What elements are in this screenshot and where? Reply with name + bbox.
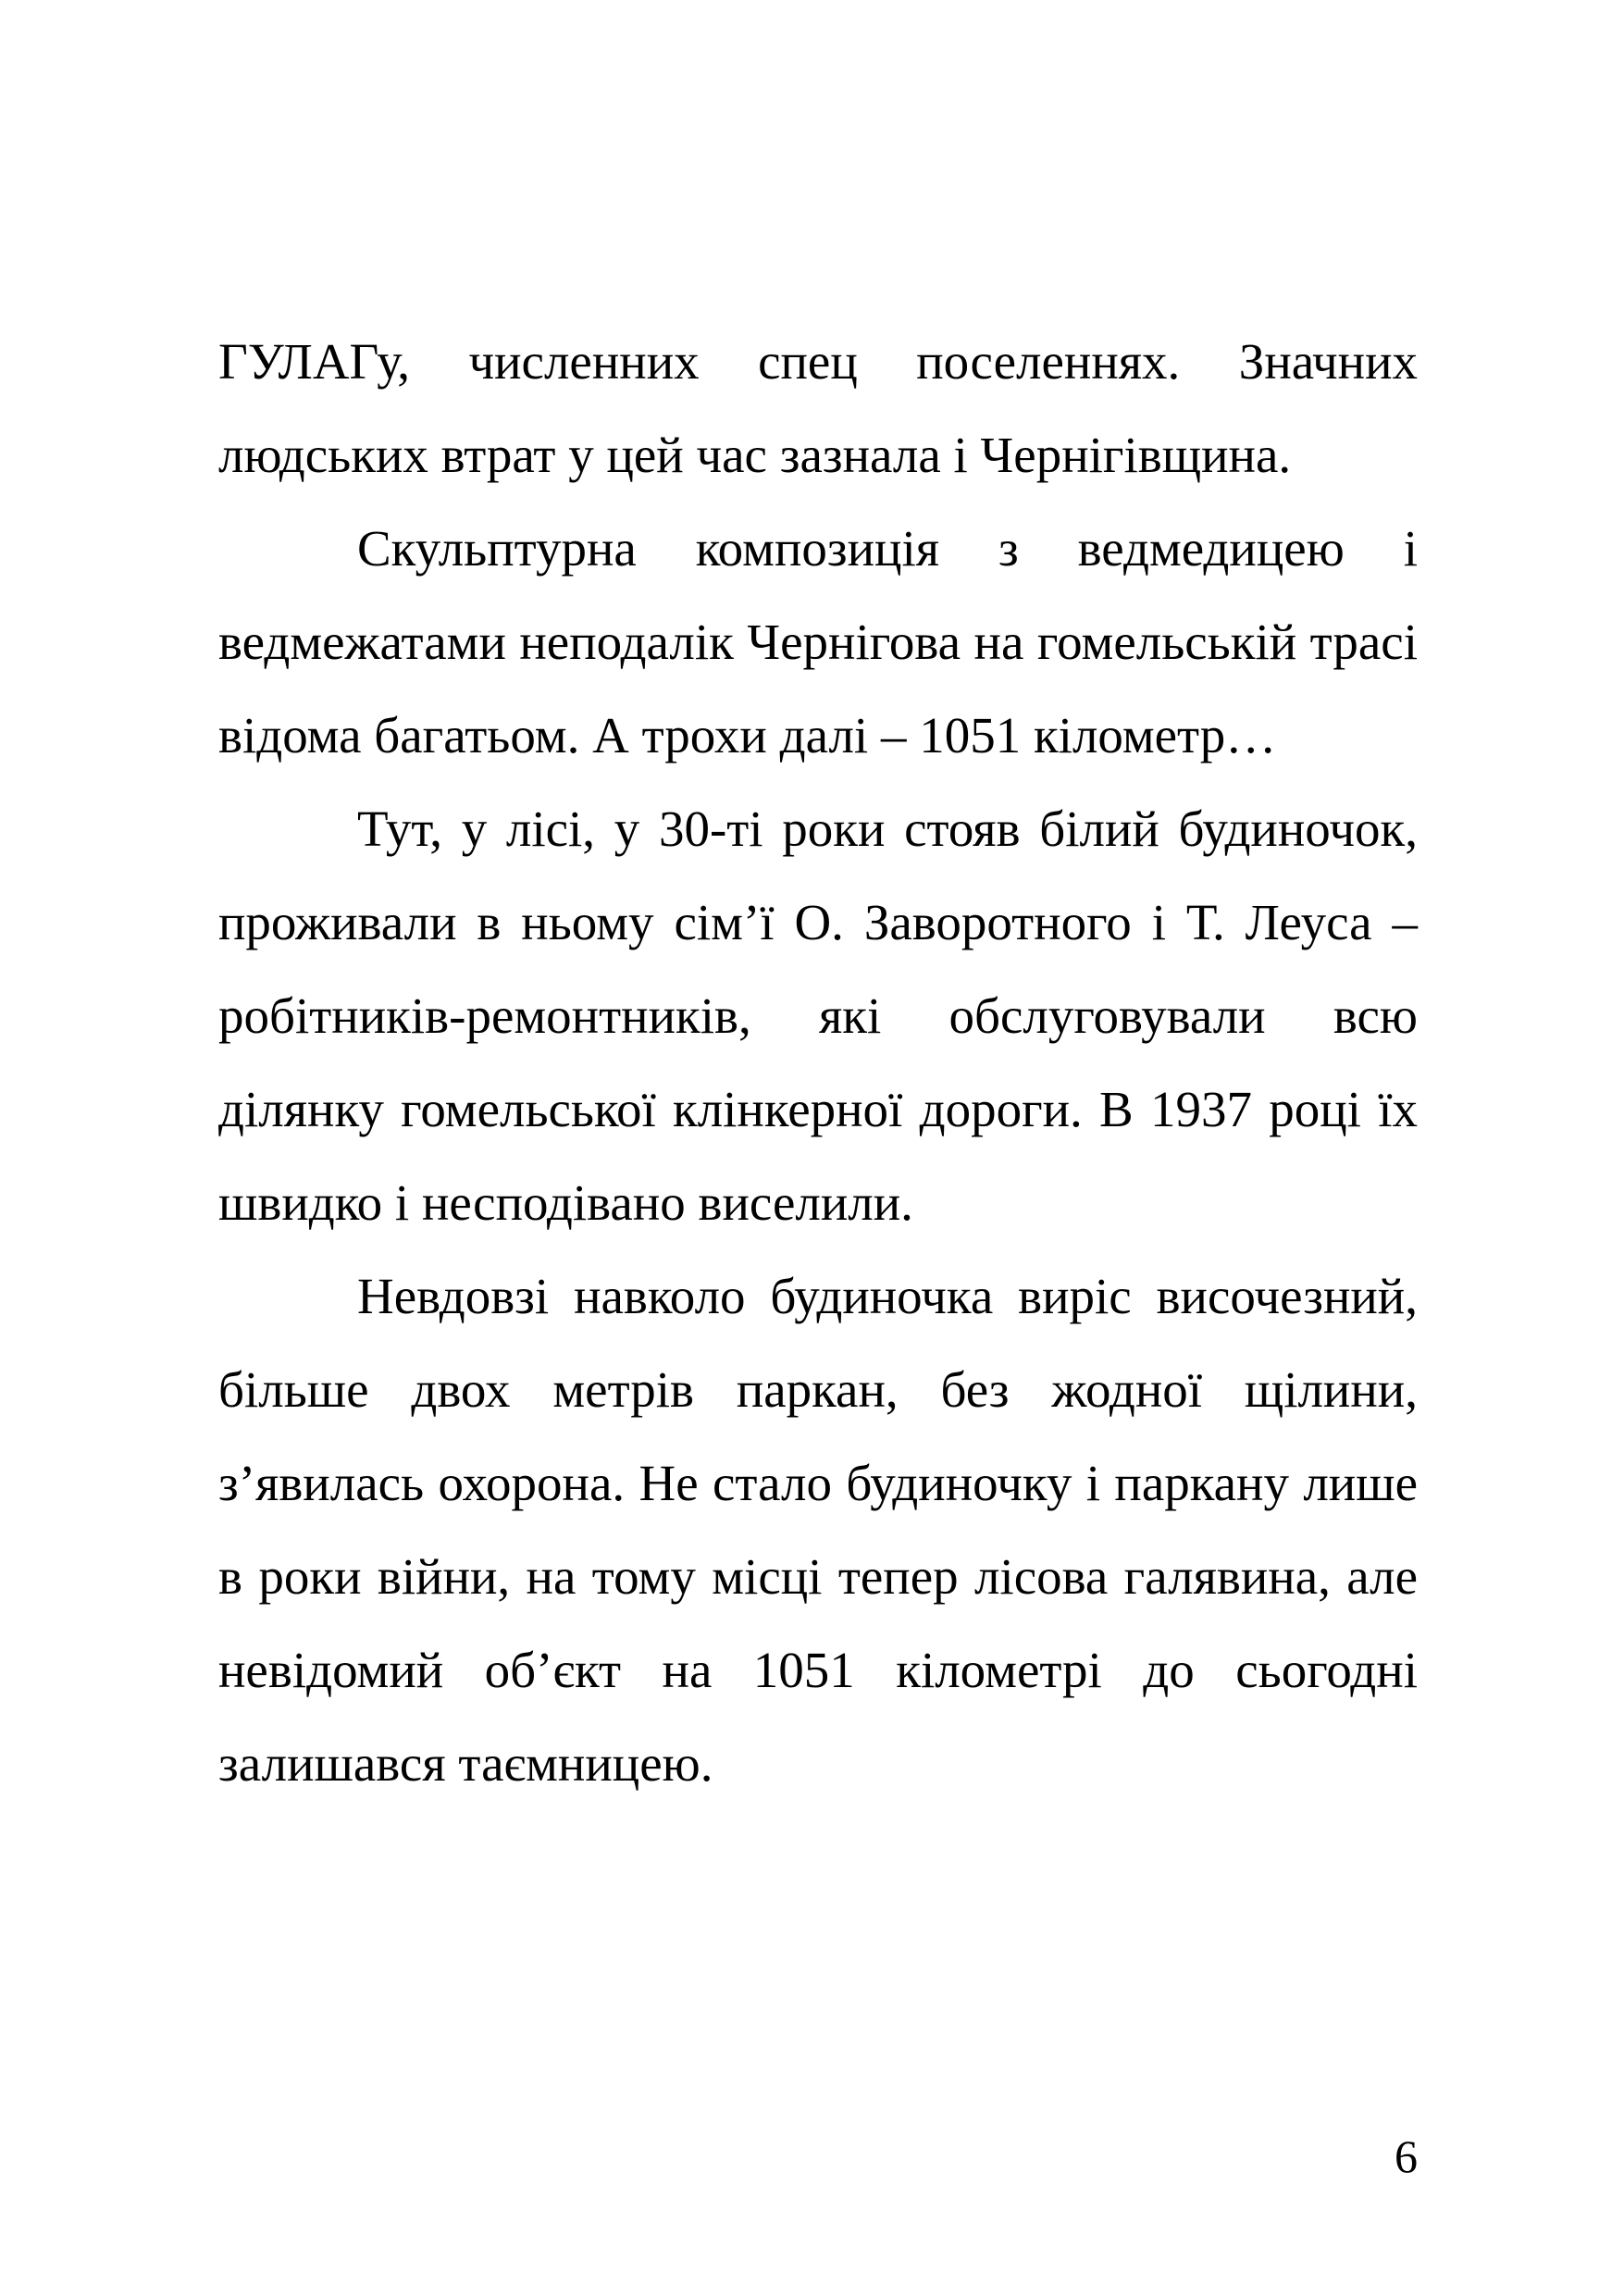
page-number: 6	[1395, 2130, 1418, 2182]
paragraph-4: Невдовзі навколо будиночка виріс височезний, більше двох метрів паркан, без жодної щілини, з’явилась охорона. Не стало будиночку і паркану лише в роки війни, на тому місці тепер лісова галявина, але невідомий об’єкт на 1051 кілометрі до сьогодні залишався таємницею.	[218, 1268, 1418, 1792]
paragraph-3: Тут, у лісі, у 30-ті роки стояв білий будиночок, проживали в ньому сім’ї О. Заворотного і Т. Леуса – робітників-ремонтників, які обслуговували всю ділянку гомельської клінкерної дороги. В 1937 році їх швидко і несподівано виселили.	[218, 800, 1418, 1231]
paragraph-2: Скульптурна композиція з ведмедицею і ведмежатами неподалік Чернігова на гомельській трасі відома багатьом. А трохи далі – 1051 кілометр…	[218, 520, 1418, 763]
body-text	[218, 315, 1418, 1810]
paragraph-1: ГУЛАГу, численних спец поселеннях. Значних людських втрат у цей час зазнала і Чернігівщина.	[218, 333, 1418, 483]
